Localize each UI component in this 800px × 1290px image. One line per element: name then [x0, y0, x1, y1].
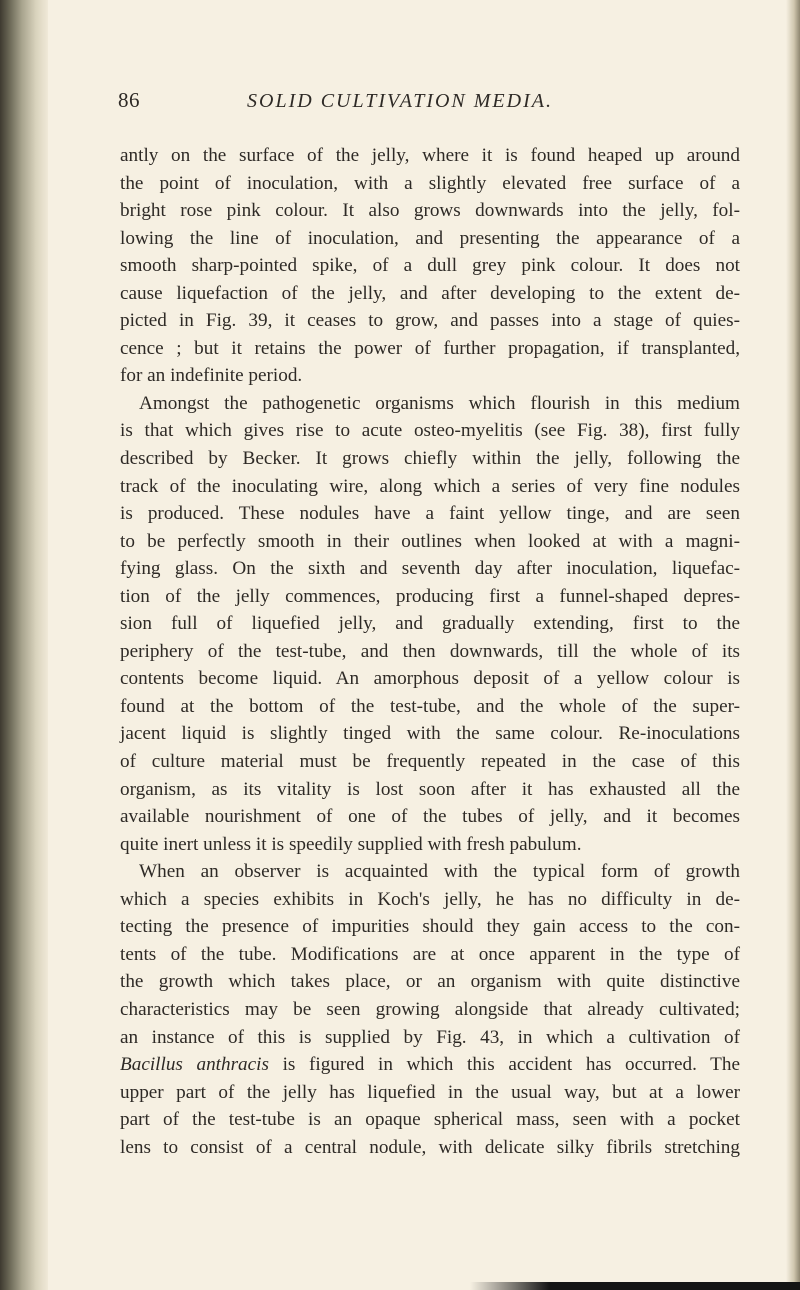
text-line: upper part of the jelly has liquefied in the usual way, but at a lower	[120, 1081, 740, 1103]
text-line: picted in Fig. 39, it ceases to grow, and passes into a stage of quies-	[120, 310, 740, 332]
text-line: cence ; but it retains the power of further propagation, if transplanted,	[120, 337, 740, 359]
text-line: cause liquefaction of the jelly, and after developing to the extent de-	[120, 282, 740, 304]
text-line: to be perfectly smooth in their outlines when looked at with a magni-	[120, 530, 740, 552]
text-line: of culture material must be frequently repeated in the case of this	[120, 751, 740, 773]
binding-shadow	[0, 0, 48, 1290]
text-line: smooth sharp-pointed spike, of a dull grey pink colour. It does not	[120, 255, 740, 277]
text-line: track of the inoculating wire, along which a series of very fine nodules	[120, 475, 740, 497]
text-line: antly on the surface of the jelly, where it is found heaped up around	[120, 145, 740, 166]
page-edge-shadow	[786, 0, 800, 1290]
text-line: which a species exhibits in Koch's jelly, he has no difficulty in de-	[120, 888, 740, 910]
text-line: described by Becker. It grows chiefly within the jelly, following the	[120, 448, 740, 470]
text-line: available nourishment of one of the tubes of jelly, and it becomes	[120, 806, 740, 828]
text-line: characteristics may be seen growing alongside that already cultivated;	[120, 998, 740, 1020]
text-line: lowing the line of inoculation, and presenting the appearance of a	[120, 227, 740, 249]
body-text	[120, 142, 740, 1161]
text-line-with-italic: Bacillus anthracis is figured in which this accident has occurred. The	[120, 1054, 740, 1076]
text-line: an instance of this is supplied by Fig. 43, in which a cultivation of	[120, 1026, 740, 1048]
bottom-edge-shadow	[470, 1282, 800, 1290]
text-line: tion of the jelly commences, producing first a funnel-shaped depres-	[120, 585, 740, 607]
text-line-paragraph-start: When an observer is acquainted with the typical form of growth	[139, 861, 740, 883]
text-line: contents become liquid. An amorphous deposit of a yellow colour is	[120, 668, 740, 690]
text-line: sion full of liquefied jelly, and gradually extending, first to the	[120, 613, 740, 635]
text-line: bright rose pink colour. It also grows downwards into the jelly, fol-	[120, 200, 740, 222]
italic-species-name: Bacillus anthracis	[120, 1054, 269, 1076]
text-line-paragraph-end: quite inert unless it is speedily supplied with fresh pabulum.	[120, 833, 582, 855]
text-line: the point of inoculation, with a slightly elevated free surface of a	[120, 172, 740, 194]
text-line: fying glass. On the sixth and seventh day after inoculation, liquefac-	[120, 558, 740, 580]
text-line: organism, as its vitality is lost soon after it has exhausted all the	[120, 778, 740, 800]
text-line: periphery of the test-tube, and then downwards, till the whole of its	[120, 640, 740, 662]
text-line: tecting the presence of impurities should they gain access to the con-	[120, 916, 740, 938]
text-line-paragraph-start: Amongst the pathogenetic organisms which flourish in this medium	[139, 392, 740, 414]
page-number: 86	[118, 88, 140, 112]
text-line-paragraph-end: for an indefinite period.	[120, 365, 303, 387]
text-line: part of the test-tube is an opaque spherical mass, seen with a pocket	[120, 1109, 740, 1131]
text-line: is produced. These nodules have a faint yellow tinge, and are seen	[120, 503, 740, 525]
text-line: tents of the tube. Modifications are at once apparent in the type of	[120, 943, 740, 965]
text-line: lens to consist of a central nodule, with delicate silky fibrils stretching	[120, 1136, 740, 1158]
text-line: the growth which takes place, or an organism with quite distinctive	[120, 971, 740, 993]
text-line: is that which gives rise to acute osteo-myelitis (see Fig. 38), first fully	[120, 420, 740, 442]
text-line: found at the bottom of the test-tube, and the whole of the super-	[120, 695, 740, 717]
running-head: SOLID CULTIVATION MEDIA.	[247, 90, 553, 112]
text-line: jacent liquid is slightly tinged with the same colour. Re-inoculations	[120, 723, 740, 745]
